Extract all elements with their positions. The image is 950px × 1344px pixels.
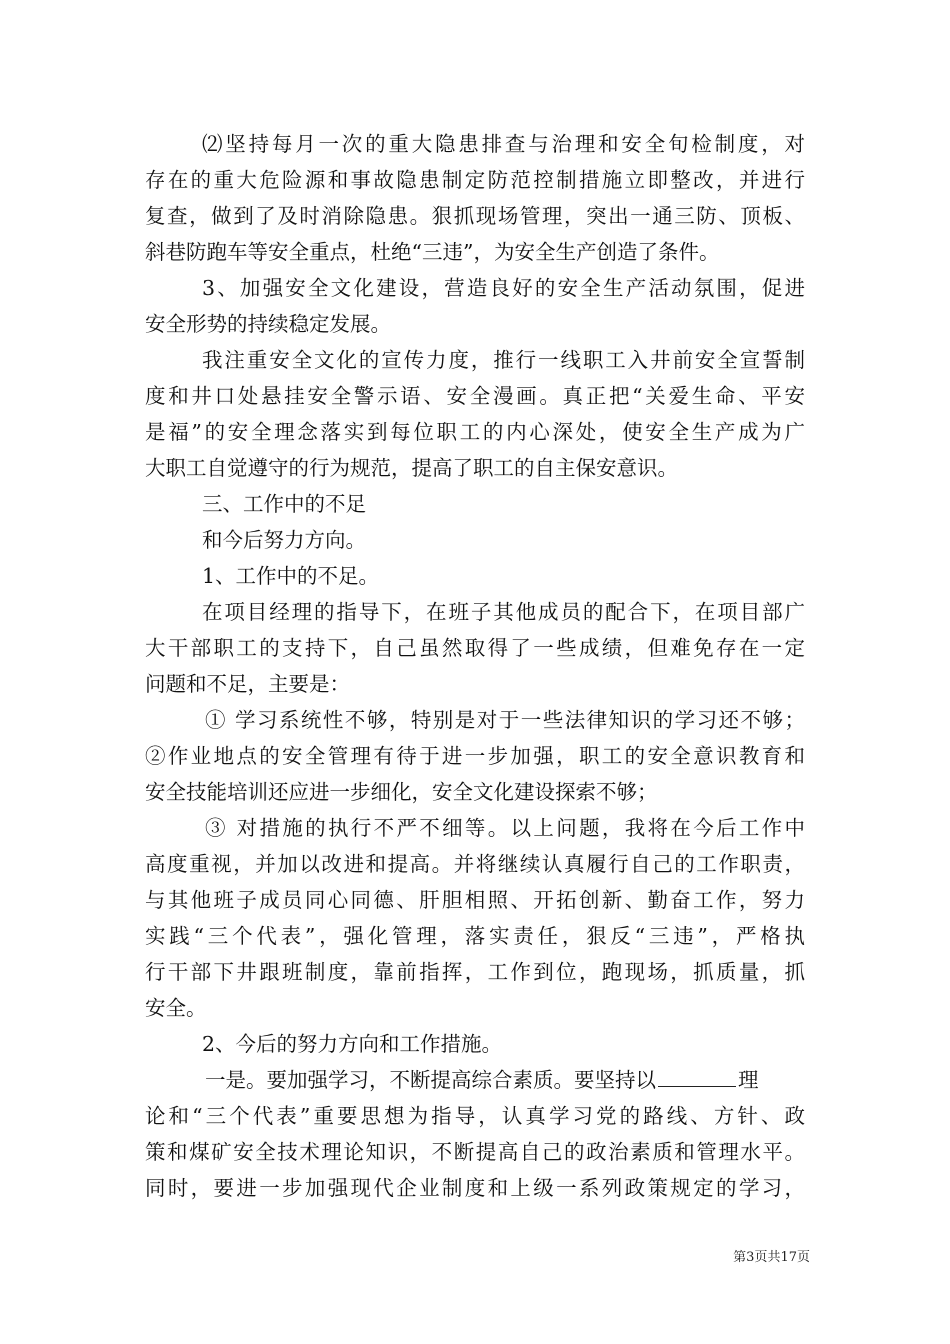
fill-in-blank	[658, 1066, 736, 1087]
paragraph-line: 高度重视，并加以改进和提高。并将继续认真履行自己的工作职责，	[145, 852, 805, 876]
paragraph-line: 与其他班子成员同心同德、肝胆相照、开拓创新、勤奋工作，努力	[145, 888, 805, 912]
paragraph-text: 理	[738, 1068, 759, 1092]
list-item-line: ③ 对措施的执行不严不细等。以上问题，我将在今后工作中	[205, 816, 805, 840]
paragraph-line: 策和煤矿安全技术理论知识，不断提高自己的政治素质和管理水平。	[145, 1140, 805, 1164]
paragraph-line: 同时，要进一步加强现代企业制度和上级一系列政策规定的学习，	[145, 1176, 805, 1200]
paragraph-line	[205, 1062, 805, 1098]
paragraph-line: 复查，做到了及时消除隐患。狠抓现场管理，突出一通三防、顶板、	[145, 204, 805, 228]
list-item-line: ②作业地点的安全管理有待于进一步加强，职工的安全意识教育和	[145, 744, 805, 768]
paragraph-line: 实践“三个代表”，强化管理，落实责任，狠反“三违”，严格执	[145, 924, 805, 948]
section-heading-line: 和今后努力方向。	[202, 528, 366, 552]
paragraph-line: 存在的重大危险源和事故隐患制定防范控制措施立即整改，并进行	[145, 168, 805, 192]
list-item-line: ① 学习系统性不够，特别是对于一些法律知识的学习还不够；	[205, 708, 805, 732]
section-heading-line: 三、工作中的不足	[202, 492, 366, 516]
list-item-line: 安全技能培训还应进一步细化，安全文化建设探索不够；	[145, 780, 658, 804]
page-number-footer: 第3页共17页	[733, 1250, 810, 1265]
section-heading-line: 3、加强安全文化建设，营造良好的安全生产活动氛围，促进	[202, 276, 805, 300]
paragraph-line: 大职工自觉遵守的行为规范，提高了职工的自主保安意识。	[145, 456, 678, 480]
paragraph-line: 安全。	[145, 996, 207, 1020]
paragraph-line: 大干部职工的支持下，自己虽然取得了一些成绩，但难免存在一定	[145, 636, 805, 660]
paragraph-line: 在项目经理的指导下，在班子其他成员的配合下，在项目部广	[202, 600, 805, 624]
paragraph-line: 问题和不足，主要是：	[145, 672, 350, 696]
subsection-heading-line: 1、工作中的不足。	[202, 564, 380, 588]
paragraph-line: 是福”的安全理念落实到每位职工的内心深处，使安全生产成为广	[145, 420, 805, 444]
section-heading-line: 安全形势的持续稳定发展。	[145, 312, 391, 336]
paragraph-line: 论和“三个代表”重要思想为指导，认真学习党的路线、方针、政	[145, 1104, 805, 1128]
paragraph-line: ⑵坚持每月一次的重大隐患排查与治理和安全旬检制度，对	[202, 132, 805, 156]
subsection-heading-line: 2、今后的努力方向和工作措施。	[202, 1032, 503, 1056]
paragraph-line: 斜巷防跑车等安全重点，杜绝“三违”，为安全生产创造了条件。	[145, 240, 720, 264]
paragraph-text: 一是。要加强学习，不断提高综合素质。要坚持以	[205, 1068, 656, 1092]
paragraph-line: 度和井口处悬挂安全警示语、安全漫画。真正把“关爱生命、平安	[145, 384, 805, 408]
paragraph-line: 我注重安全文化的宣传力度，推行一线职工入井前安全宣誓制	[202, 348, 805, 372]
paragraph-line: 行干部下井跟班制度，靠前指挥，工作到位，跑现场，抓质量，抓	[145, 960, 805, 984]
